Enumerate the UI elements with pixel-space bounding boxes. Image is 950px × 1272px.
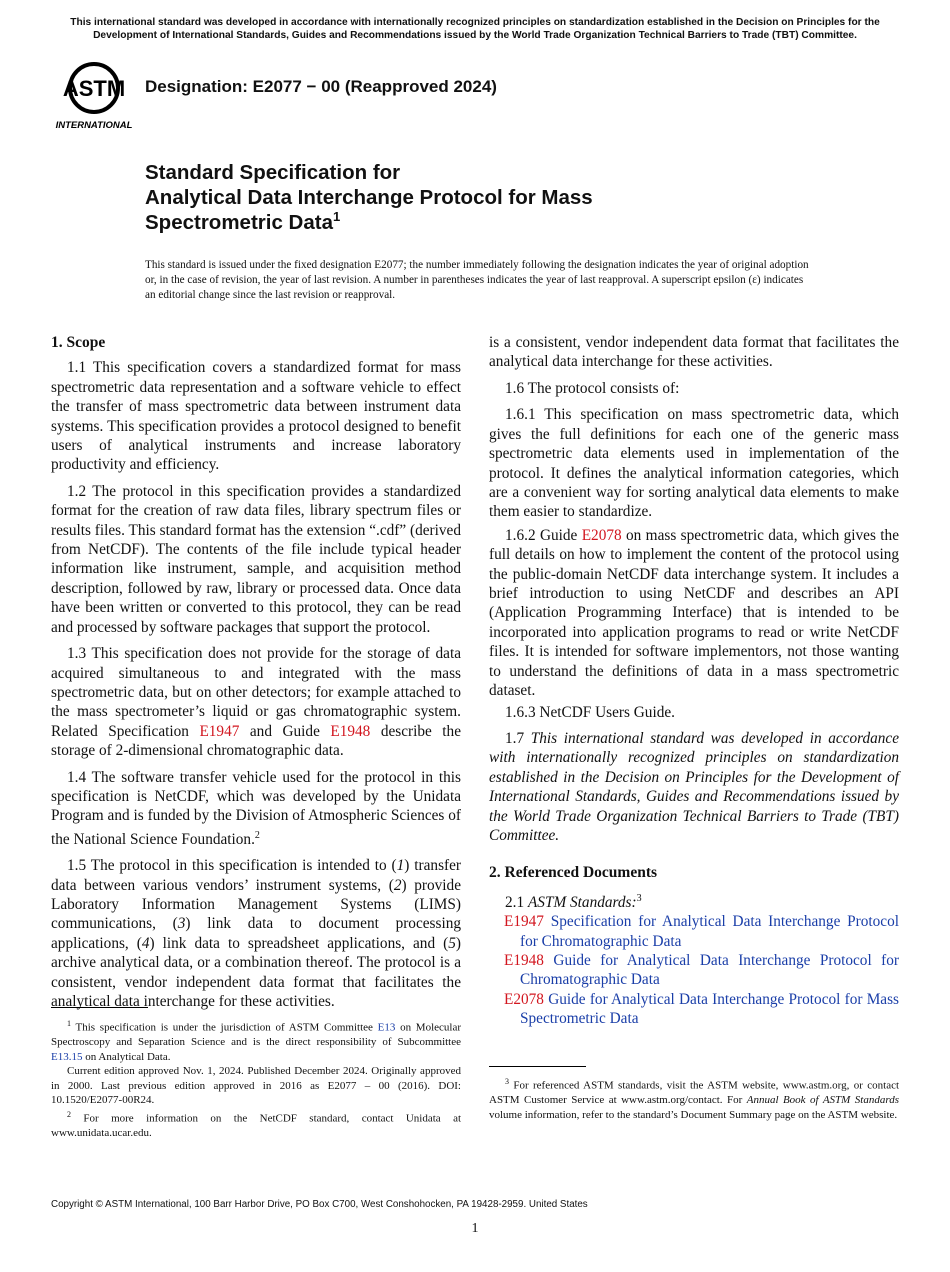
title-line-2: Analytical Data Interchange Protocol for Mass <box>145 186 593 209</box>
ref-item-e1947[interactable]: E1947 Specification for Analytical Data Interchange Protocol for Chromatographic Data <box>504 913 899 950</box>
left-column <box>51 333 461 1011</box>
designation: Designation: E2077 − 00 (Reapproved 2024) <box>145 77 497 96</box>
footnote-rule-right <box>489 1066 586 1067</box>
ref-link-e1948[interactable]: E1948 <box>330 722 371 740</box>
copyright: Copyright © ASTM International, 100 Barr Harbor Drive, PO Box C700, West Conshohocken, PA 19428-2959. United States <box>51 1199 588 1210</box>
ref-link-e1947[interactable]: E1947 <box>199 722 240 740</box>
footnotes-right <box>489 1075 899 1122</box>
footnote-3: $^3$ For referenced ASTM standards, visit the ASTM website, www.astm.org, or contact ASTM Customer Service at www.astm.org/contact. For Annual Book of ASTM Standards volume information, refer to the standard’s Document Summary page on the ASTM website. <box>489 1077 900 1121</box>
right-column <box>489 333 899 1029</box>
top-note: This international standard was developed in accordance with internationally recognized principles on standardization established in the Decision on Principles for the Development of International Standards, Guides and Recommendations issued by the World Trade Organization Technical Barriers to Trade (TBT) Committee. <box>70 17 880 41</box>
footnote-2: $^2$ For more information on the NetCDF standard, contact Unidata at www.unidata.ucar.edu. <box>51 1109 462 1139</box>
astm-logo <box>54 58 134 130</box>
ref-item-e2078[interactable]: E2078 Guide for Analytical Data Interchange Protocol for Mass Spectrometric Data <box>504 990 899 1028</box>
footnotes-left <box>51 1017 461 1140</box>
title-footnote-mark: 1 <box>332 209 341 225</box>
issued-note: This standard is issued under the fixed designation E2077; the number immediately following the designation indicates the year of original adoption or, in the case of revision, the year of last revision. A number in parentheses indicates the year of last reapproval. A superscript epsilon (ε) indicates an editorial change since the last revision or reapproval. <box>145 259 809 301</box>
footnote-rule-left <box>51 1007 148 1008</box>
footnote-1: $^1$ This specification is under the jurisdiction of ASTM Committee E13 on Molecular Spectroscopy and Separation Science and is the direct responsibility of Subcommittee E13.15 on Analytical Data. <box>51 1019 461 1063</box>
para-1-3: 1.3 This specification does not provide for the storage of data acquired simultaneous to and integrated with the mass spectrometric data, but on other detectors; for example attached to the mass spectrometer’s liquid or gas chromatographic system. Related Specification E1947 and Guide E1948 describe the storage of 2-dimensional chromatographic data. <box>51 645 461 760</box>
page-number: 1 <box>471 1221 479 1236</box>
logo-text: ASTM <box>62 76 126 101</box>
title-line-3: Spectrometric Data <box>145 211 333 234</box>
ref-link-e2078[interactable]: E2078 <box>581 526 622 544</box>
footnote-mark-2: 2 <box>254 829 260 841</box>
para-1-5: 1.5 The protocol in this specification is intended to (1) transfer data between various vendors’ instrument systems, (2) provide Laboratory Information Management Systems (LIMS) communications, (3) link data to document processing applications, (4) link data to spreadsheet applications, and (5) archive analytical data, or a combination thereof. The protocol is a consistent, vendor independent data format that facilitates the analytical data interchange for these activities. <box>51 857 461 1011</box>
para-1-6-3: 1.6.3 NetCDF Users Guide. <box>505 703 675 721</box>
title-line-1: Standard Specification for <box>145 161 401 184</box>
para-2-1: 2.1 ASTM Standards:$^3$ <box>505 892 642 911</box>
ref-item-e1948[interactable]: E1948 Guide for Analytical Data Interchange Protocol for Chromatographic Data <box>504 952 899 989</box>
ref-link-e13[interactable]: E13 <box>377 1021 396 1034</box>
ref-link-e13-15[interactable]: E13.15 <box>51 1050 83 1063</box>
para-1-5-continued: is a consistent, vendor independent data format that facilitates the analytical data interchange for these activities. <box>489 334 899 371</box>
referenced-documents-heading: 2. Referenced Documents <box>489 864 658 882</box>
document-title <box>145 160 845 235</box>
para-1-1: 1.1 This specification covers a standardized format for mass spectrometric data representation and a software vehicle to effect the transfer of mass spectrometric data between instrument data systems. This specification provides a protocol designed to benefit users of analytical instruments and increase laboratory productivity and efficiency. <box>51 359 461 474</box>
para-1-6-1: 1.6.1 This specification on mass spectrometric data, which gives the full definitions for each one of the generic mass spectrometric data elements used in implementation of the protocol. It defines the analytical information categories, which are a convenient way for sorting analytical data elements to make them easier to standardize. <box>489 406 899 521</box>
para-1-6: 1.6 The protocol consists of: <box>505 380 680 397</box>
logo-subtext: INTERNATIONAL <box>55 120 133 131</box>
para-1-4: 1.4 The software transfer vehicle used for the protocol in this specification is NetCDF, which was developed by the Unidata Program and is funded by the Division of Atmospheric Sciences of the National Science Foundation.$^2$ <box>51 768 461 848</box>
para-1-7: 1.7 This international standard was developed in accordance with internationally recognized principles on standardization established in the Decision on Principles for the Development of International Standards, Guides and Recommendations issued by the World Trade Organization Technical Barriers to Trade (TBT) Committee. <box>489 729 899 844</box>
footnote-1-edition: Current edition approved Nov. 1, 2024. Published December 2024. Originally approved in 2000. Last previous edition approved in 2016 as E2077 – 00 (2016). DOI: 10.1520/E2077-00R24. <box>51 1065 461 1107</box>
para-1-6-2: 1.6.2 Guide E2078 on mass spectrometric data, which gives the full details on how to implement the content of the protocol using the public-domain NetCDF data interchange system. It includes a brief introduction to using NetCDF and describes an API (Application Programming Interface) that is intended to be incorporated into application programs to read or write NetCDF files. It is intended for software implementors, not those wanting to understand the definitions of data in a mass spectrometric dataset. <box>489 526 899 700</box>
para-1-2: 1.2 The protocol in this specification provides a standardized format for the creation of raw data files, library spectrum files or results files. This standard format has the extension “.cdf” (derived from NetCDF). The contents of the file include typical header information like instrument, sample, and acquisition method description, followed by raw, library or processed data. Once data have been written or converted to this protocol, they can be read and processed by software packages that support the protocol. <box>51 482 461 636</box>
scope-heading: 1. Scope <box>51 334 106 351</box>
